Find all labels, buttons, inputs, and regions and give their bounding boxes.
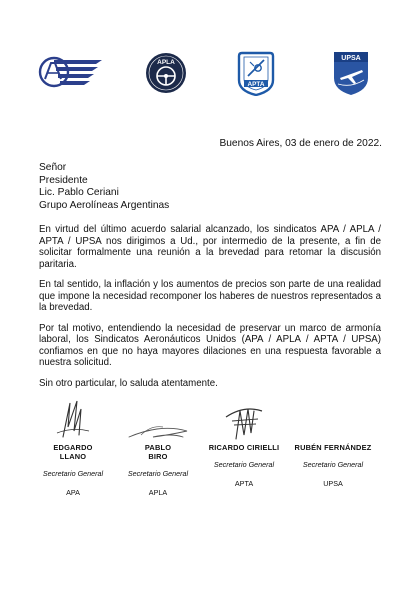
apa-logo: [38, 52, 104, 92]
union-logos-header: [0, 0, 420, 110]
signatory-role: Secretario General: [302, 460, 364, 469]
paragraph-closing: Sin otro particular, lo saluda atentamente.: [39, 377, 218, 389]
signatory-role: Secretario General: [42, 469, 104, 478]
recipient-title: Presidente: [39, 174, 88, 186]
apta-logo: [236, 50, 276, 96]
signatory-name-line2: BIRO: [148, 452, 168, 461]
apa-wings-logo-icon: [38, 52, 104, 92]
signature-block-upsa: [288, 395, 378, 488]
recipient-block: [39, 162, 169, 212]
handwritten-signature-icon: [43, 397, 103, 443]
signature-block-apla: [113, 395, 203, 497]
signatory-org: APTA: [234, 479, 254, 488]
upsa-logo: [332, 50, 370, 96]
recipient-company: Grupo Aerolíneas Argentinas: [39, 199, 170, 211]
handwritten-signature-icon: [214, 397, 274, 443]
upsa-logo-text: UPSA: [341, 55, 361, 62]
signatory-name-line2: LLANO: [59, 452, 87, 461]
signatory-role: Secretario General: [127, 469, 189, 478]
apta-logo-text: APTA: [247, 81, 265, 88]
signatory-org: APLA: [148, 488, 168, 497]
signatory-org: UPSA: [323, 479, 343, 488]
handwritten-signature-icon: [123, 397, 193, 443]
recipient-salutation: Señor: [39, 162, 67, 173]
apla-steering-wheel-logo-icon: [145, 52, 187, 94]
letter-body: [39, 224, 381, 398]
signature-scribble-apla: [113, 395, 203, 443]
recipient-name: Lic. Pablo Ceriani: [39, 187, 119, 199]
signatory-name-line1: RUBÉN FERNÁNDEZ: [294, 443, 372, 452]
signatory-role: Secretario General: [213, 460, 275, 469]
apta-shield-logo-icon: [236, 50, 276, 96]
signatory-org: APA: [66, 488, 80, 497]
paragraph-request: En virtud del último acuerdo salarial alcanzado, los sindicatos APA / APLA / APTA / UPSA nos dirigimos a Ud., por intermedio de la presente, a fin de solicitar formalmente una reunión a la brevedad para retomar la discusión paritaria.: [39, 224, 381, 270]
signatory-name-line1: RICARDO CIRIELLI: [208, 443, 280, 452]
signature-scribble-upsa: [288, 395, 378, 443]
signature-block-apa: [28, 395, 118, 497]
upsa-shield-logo-icon: [332, 50, 370, 96]
apla-logo-text: APLA: [157, 59, 175, 66]
signature-block-apta: [199, 395, 289, 488]
signatory-name-line1: EDGARDO: [53, 443, 93, 452]
paragraph-harmony: Por tal motivo, entendiendo la necesidad de preservar un marco de armonía laboral, los Sindicatos Aeronáuticos Unidos (APA / APLA / APTA / UPSA) confiamos en que no haya mayores dilaciones en una respuesta favorable a nuestra solicitud.: [39, 322, 381, 368]
letter-date: Buenos Aires, 03 de enero de 2022.: [219, 138, 382, 149]
signature-scribble-apa: [28, 395, 118, 443]
paragraph-inflation: En tal sentido, la inflación y los aumentos de precios son parte de una realidad que impone la necesidad recomponer los haberes de nuestros representados a la brevedad.: [39, 279, 381, 313]
apla-logo: [145, 52, 187, 94]
signatory-name-line1: PABLO: [144, 443, 172, 452]
signature-scribble-apta: [199, 395, 289, 443]
